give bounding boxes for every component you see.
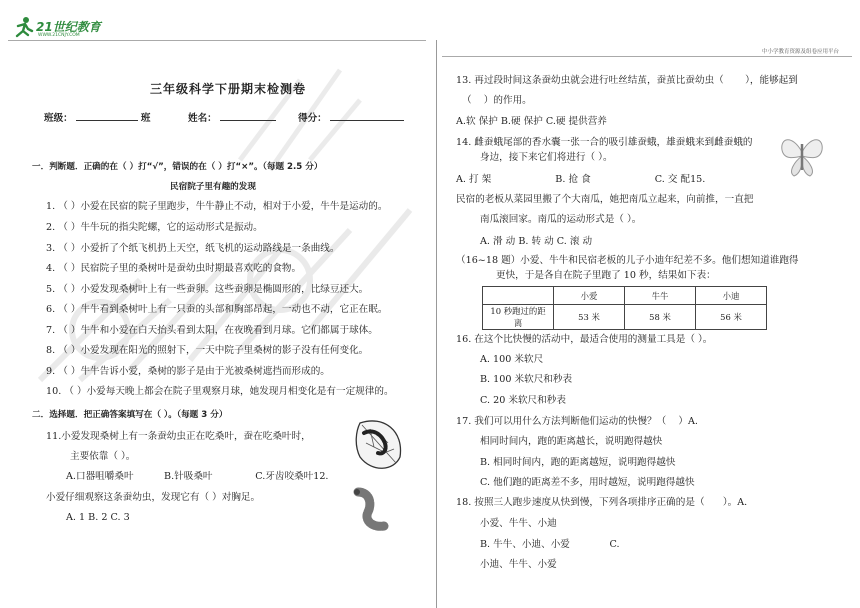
header-rule-right [442, 56, 852, 57]
section1-title: 一．判断题．正确的在（ ）打“√”，错误的在（ ）打“×”。（每题 2.5 分） [32, 162, 323, 172]
score-field[interactable] [330, 110, 404, 121]
judge-item: 3. （ ）小爱折了个纸飞机扔上天空，纸飞机的运动路线是一条曲线。 [46, 243, 340, 254]
judge-item: 9. （ ）牛牛告诉小爱，桑树的影子是由于光被桑树遮挡而形成的。 [46, 366, 330, 377]
class-label: 班级： [44, 113, 73, 124]
q17-line: 17. 我们可以用什么方法判断他们运动的快慢？（ ）A. [456, 416, 698, 427]
q16-option: B. 100 米软尺和秒表 [480, 374, 573, 385]
q18-option: 小爱、牛牛、小迪 [480, 518, 557, 529]
judge-item: 10. （ ）小爱每天晚上都会在院子里观察月球，她发现月相变化是有一定规律的。 [46, 386, 394, 397]
q18-line: 18. 按照三人跑步速度从快到慢，下列各项排序正确的是（ ）。A. [456, 497, 748, 508]
q16-option: C. 20 米软尺和秒表 [480, 395, 566, 406]
q15-options: A. 滑 动 B. 转 动 C. 滚 动 [480, 236, 593, 247]
q11-options: A.口器咀嚼桑叶 B.针吸桑叶 C.牙齿咬桑叶12. [66, 471, 329, 482]
table-row-label: 10 秒跑过的距离 [483, 305, 554, 330]
q18-option: 小迪、牛牛、小爱 [480, 559, 557, 570]
logo-text: 21世纪教育 [36, 20, 101, 34]
q16-18-line2: 更快，于是各自在院子里跑了 10 秒，结果如下表： [496, 270, 716, 281]
judge-item: 6. （ ）牛牛看到桑树叶上有一只蚕的头部和胸部昂起，一动也不动，它正在眠。 [46, 304, 388, 315]
name-field[interactable] [220, 110, 276, 121]
q11-line1: 11.小爱发现桑树上有一条蚕幼虫正在吃桑叶，蚕在吃桑叶时， [46, 431, 311, 442]
name-info [188, 110, 276, 125]
q14-line2: 身边，接下来它们将进行（ ）。 [480, 152, 613, 163]
q16-18-line1: （16~18 题）小爱、牛牛和民宿老板的儿子小迪年纪差不多。他们想知道谁跑得 [456, 255, 799, 266]
table-header-cell: 小爱 [554, 287, 625, 305]
section2-title: 二．选择题．把正确答案填写在（ ）。（每题 3 分） [32, 410, 228, 420]
q17-option: B. 相同时间内，跑的距离越短，说明跑得越快 [480, 457, 676, 468]
q17-option: 相同时间内，跑的距离越长，说明跑得越快 [480, 436, 663, 447]
q13-options: A.软 保护 B.硬 保护 C.硬 提供营养 [456, 116, 607, 127]
table-header-cell: 牛牛 [625, 287, 696, 305]
judge-item: 5. （ ）小爱发现桑树叶上有一些蚕卵。这些蚕卵是椭圆形的，比绿豆还大。 [46, 284, 369, 295]
table-cell: 56 米 [696, 305, 767, 330]
header-rule-left [8, 40, 426, 41]
platform-caption: 中小学教育资源及组卷应用平台 [762, 49, 840, 55]
column-divider [436, 40, 437, 608]
table-header-cell [483, 287, 554, 305]
table-cell: 58 米 [625, 305, 696, 330]
q15-line1: 民宿的老板从菜园里搬了个大南瓜，她把南瓜立起来，向前推，一直把 [456, 194, 754, 205]
table-cell: 53 米 [554, 305, 625, 330]
silkworm-illustration [350, 486, 394, 534]
judge-item: 7. （ ）牛牛和小爱在白天抬头看到太阳，在夜晚看到月球。它们都属于球体。 [46, 325, 378, 336]
q15-line2: 南瓜滚回家。南瓜的运动形式是（ ）。 [480, 214, 642, 225]
score-info [298, 110, 404, 125]
q12-line: 小爱仔细观察这条蚕幼虫，发现它有（ ）对胸足。 [46, 492, 261, 503]
table-header-row [483, 287, 767, 305]
logo-subtext: WWW.21CNJY.COM [38, 33, 80, 38]
q13-line1: 13. 再过段时间这条蚕幼虫就会进行吐丝结茧，蚕茧比蚕幼虫（ ），能够起到 [456, 75, 798, 86]
q14-options: A. 打 架 B. 抢 食 C. 交 配15. [456, 174, 706, 185]
silk-moth-illustration [778, 130, 826, 178]
student-info [44, 110, 151, 125]
q12-options: A. 1 B. 2 C. 3 [66, 512, 130, 523]
judge-item: 4. （ ）民宿院子里的桑树叶是蚕幼虫时期最喜欢吃的食物。 [46, 263, 302, 274]
q11-line2: 主要依靠（ ）。 [70, 451, 136, 462]
q16-option: A. 100 米软尺 [480, 354, 544, 365]
table-row [483, 305, 767, 330]
table-header-cell: 小迪 [696, 287, 767, 305]
judge-item: 1. （ ）小爱在民宿的院子里跑步，牛牛静止不动，相对于小爱，牛牛是运动的。 [46, 201, 388, 212]
exam-title: 三年级科学下册期末检测卷 [150, 82, 307, 96]
running-figure-icon [12, 16, 34, 38]
logo [12, 16, 122, 42]
class-field[interactable] [76, 110, 138, 121]
q13-line2: （ ）的作用。 [462, 95, 532, 106]
q16-line: 16. 在这个比快慢的活动中，最适合使用的测量工具是（ ）。 [456, 334, 713, 345]
q17-option: C. 他们跑的距离差不多，用时越短，说明跑得越快 [480, 477, 695, 488]
score-label: 得分： [298, 113, 327, 124]
name-label: 姓名： [188, 113, 217, 124]
judge-item: 2. （ ）牛牛玩的指尖陀螺，它的运动形式是振动。 [46, 222, 263, 233]
silkworm-leaf-illustration [354, 417, 406, 473]
speed-table [482, 286, 767, 330]
judge-item: 8. （ ）小爱发现在阳光的照射下，一天中院子里桑树的影子没有任何变化。 [46, 345, 369, 356]
section1-subtitle: 民宿院子里有趣的发现 [170, 182, 256, 192]
q18-option: B. 牛牛、小迪、小爱 C. [480, 539, 620, 550]
class-suffix: 班 [140, 113, 151, 124]
q14-line1: 14. 雌蚕蛾尾部的香水囊一张一合的吸引雄蚕蛾，雄蚕蛾来到雌蚕蛾的 [456, 137, 753, 148]
